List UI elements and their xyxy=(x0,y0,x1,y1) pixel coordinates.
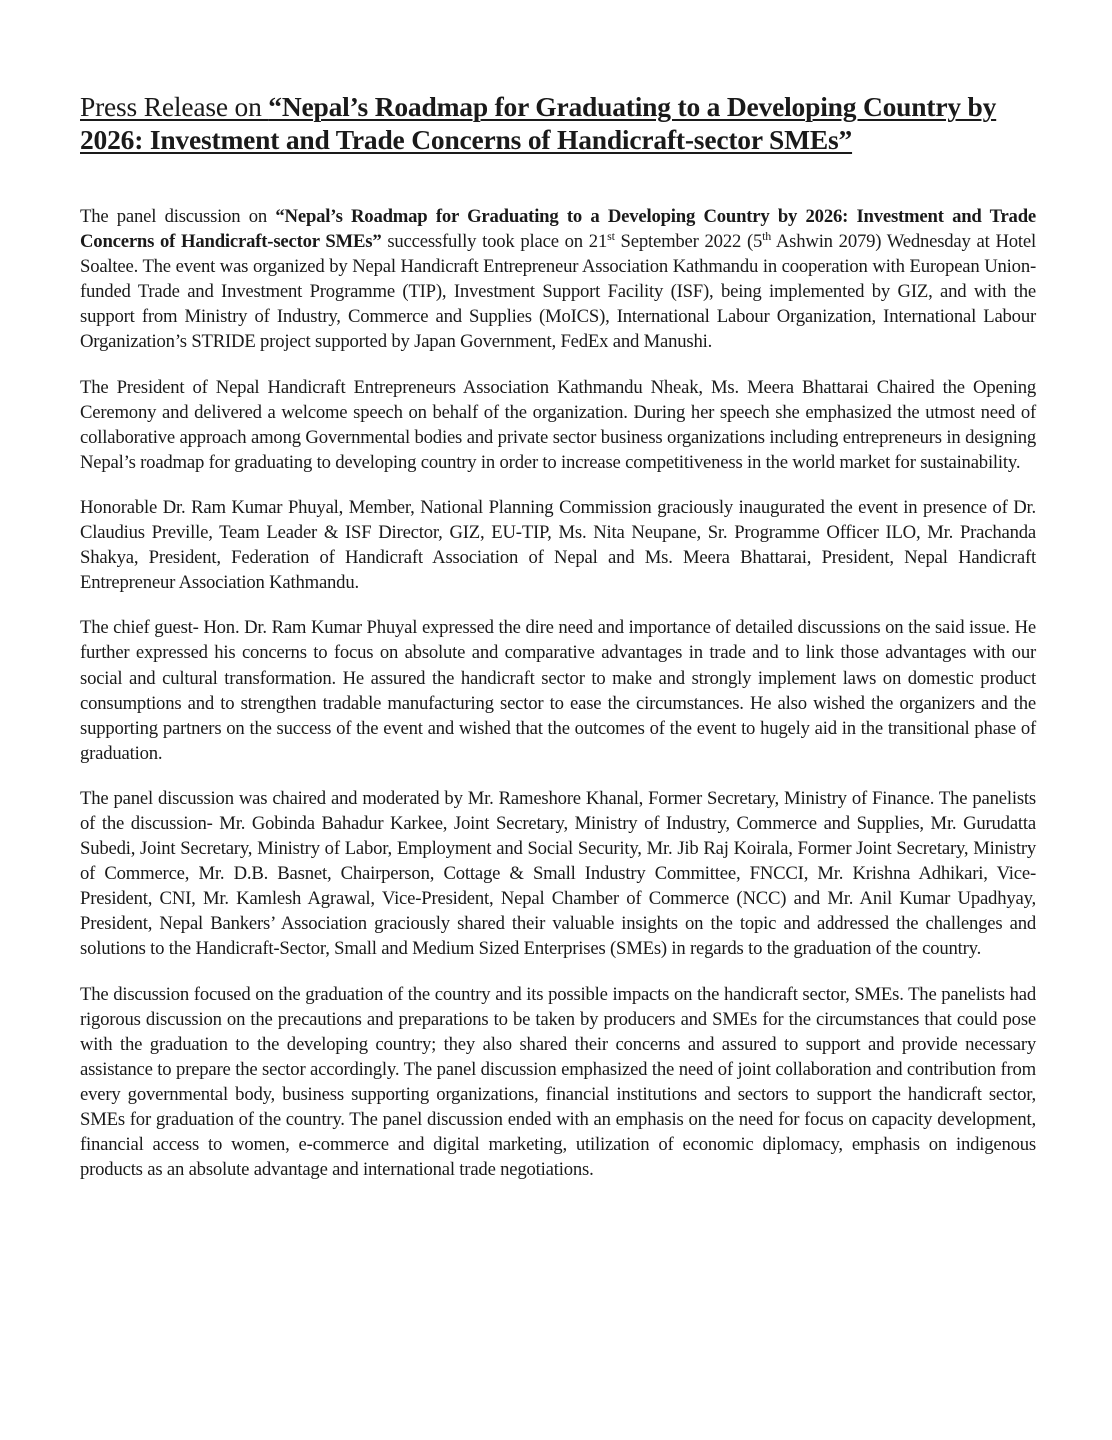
p1-mid1: successfully took place on 21 xyxy=(381,231,608,253)
p1-rest: Ashwin 2079) Wednesday at Hotel Soaltee. The event was organized by Nepal Handicraft Entrepreneur Association Kathmandu in cooperation with European Union-funded Trade and Investment Programme (TIP), Investment Support Facility (ISF), being implemented by GIZ, and with the support from Ministry of Industry, Commerce and Supplies (MoICS), International Labour Organization, International Labour Organization’s STRIDE project supported by Japan Government, FedEx and Manushi. xyxy=(80,231,1036,353)
paragraph-inauguration: Honorable Dr. Ram Kumar Phuyal, Member, National Planning Commission graciously inaugurated the event in presence of Dr. Claudius Preville, Team Leader & ISF Director, GIZ, EU-TIP, Ms. Nita Neupane, Sr. Programme Officer ILO, Mr. Prachanda Shakya, President, Federation of Handicraft Association of Nepal and Ms. Meera Bhattarai, President, Nepal Handicraft Entrepreneur Association Kathmandu. xyxy=(80,496,1036,594)
p1-sup-th: th xyxy=(762,229,772,244)
p1-sup-st: st xyxy=(607,229,615,244)
press-release-page xyxy=(80,90,1036,1202)
paragraph-opening-ceremony: The President of Nepal Handicraft Entrepreneurs Association Kathmandu Nheak, Ms. Meera Bhattarai Chaired the Opening Ceremony and delivered a welcome speech on behalf of the organization. During her speech she emphasized the utmost need of collaborative approach among Governmental bodies and private sector business organizations including entrepreneurs in designing Nepal’s roadmap for graduating to developing country in order to increase competitiveness in the world market for sustainability. xyxy=(80,376,1036,473)
paragraph-discussion-summary: The discussion focused on the graduation of the country and its possible impacts on the handicraft sector, SMEs. The panelists had rigorous discussion on the precautions and preparations to be taken by producers and SMEs for the circumstances that could pose with the graduation to the developing country; they also shared their concerns and assured to support and provide necessary assistance to prepare the sector accordingly. The panel discussion emphasized the need of joint collaboration and contribution from every governmental body, business supporting organizations, financial institutions and sectors to support the handicraft sector, SMEs for graduation of the country. The panel discussion ended with an emphasis on the need for focus on capacity development, financial access to women, e-commerce and digital marketing, utilization of economic diplomacy, emphasis on indigenous products as an absolute advantage and international trade negotiations. xyxy=(80,983,1036,1181)
p1-mid2: September 2022 (5 xyxy=(614,231,763,253)
paragraph-panelists: The panel discussion was chaired and moderated by Mr. Rameshore Khanal, Former Secretary, Ministry of Finance. The panelists of the discussion- Mr. Gobinda Bahadur Karkee, Joint Secretary, Ministry of Industry, Commerce and Supplies, Mr. Gurudatta Subedi, Joint Secretary, Ministry of Labor, Employment and Social Security, Mr. Jib Raj Koirala, Former Joint Secretary, Ministry of Commerce, Mr. D.B. Basnet, Chairperson, Cottage & Small Industry Committee, FNCCI, Mr. Krishna Adhikari, Vice-President, CNI, Mr. Kamlesh Agrawal, Vice-President, Nepal Chamber of Commerce (NCC) and Mr. Anil Kumar Upadhyay, President, Nepal Bankers’ Association graciously shared their valuable insights on the topic and addressed the challenges and solutions to the Handicraft-Sector, Small and Medium Sized Enterprises (SMEs) in regards to the graduation of the country. xyxy=(80,787,1036,960)
title-event-name: “Nepal’s Roadmap for Graduating to a Developing Country by 2026: Investment and Trade Concerns of Handicraft-sector SMEs” xyxy=(80,91,997,155)
p1-intro: The panel discussion on xyxy=(80,206,276,227)
paragraph-chief-guest: The chief guest- Hon. Dr. Ram Kumar Phuyal expressed the dire need and importance of detailed discussions on the said issue. He further expressed his concerns to focus on absolute and comparative advantages in trade and to link those advantages with our social and cultural transformation. He assured the handicraft sector to make and strongly implement laws on domestic product consumptions and to strengthen tradable manufacturing sector to ease the circumstances. He also wished the organizers and the supporting partners on the success of the event and wished that the outcomes of the event to hugely aid in the transitional phase of graduation. xyxy=(80,617,1036,764)
title-prefix: Press Release on xyxy=(80,91,269,122)
page-title xyxy=(80,90,1036,156)
paragraph-event-overview xyxy=(80,204,1036,355)
p1-event-name: “Nepal’s Roadmap for Graduating to a Developing Country by 2026: Investment and Trade Concerns of Handicraft-sector SMEs” xyxy=(80,206,1036,253)
